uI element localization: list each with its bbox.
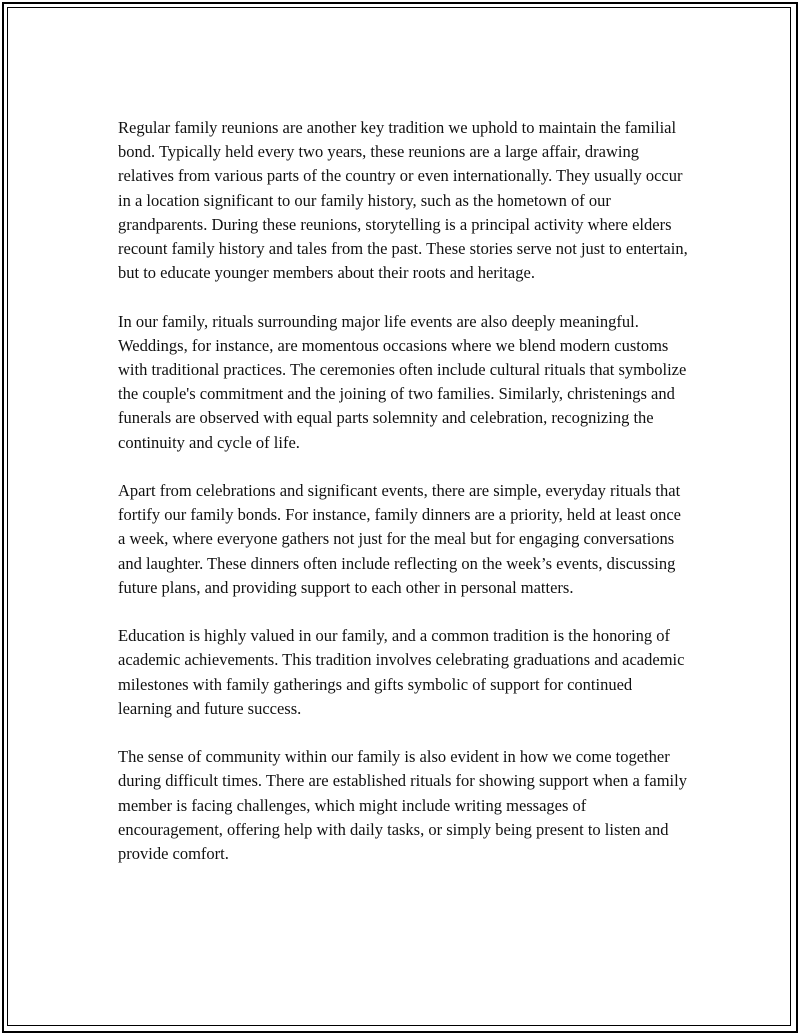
paragraph-education: Education is highly valued in our family, and a common tradition is the honoring of academic achievements. This tradition involves celebrating graduations and academic milestones with family gatherings and gifts symbolic of support for continued learning and future success. <box>118 626 685 718</box>
paragraph-everyday-rituals: Apart from celebrations and significant events, there are simple, everyday rituals that fortify our family bonds. For instance, family dinners are a priority, held at least once a week, where everyone gathers not just for the meal but for engaging conversations and laughter. These dinners often include reflecting on the week’s events, discussing future plans, and providing support to each other in personal matters. <box>118 481 681 597</box>
document-body <box>118 116 688 866</box>
paragraph-community: The sense of community within our family is also evident in how we come together during difficult times. There are established rituals for showing support when a family member is facing challenges, which might include writing messages of encouragement, offering help with daily tasks, or simply being present to listen and provide comfort. <box>118 747 687 864</box>
paragraph-family-reunions: Regular family reunions are another key tradition we uphold to maintain the familial bond. Typically held every two years, these reunions are a large affair, drawing relatives from various parts of the country or even internationally. They usually occur in a location significant to our family history, such as the hometown of our grandparents. During these reunions, storytelling is a principal activity where elders recount family history and tales from the past. These stories serve not just to entertain, but to educate younger members about their roots and heritage. <box>118 118 688 283</box>
paragraph-life-events: In our family, rituals surrounding major life events are also deeply meaningful. Weddings, for instance, are momentous occasions where we blend modern customs with traditional practices. The ceremonies often include cultural rituals that symbolize the couple's commitment and the joining of two families. Similarly, christenings and funerals are observed with equal parts solemnity and celebration, recognizing the continuity and cycle of life. <box>118 311 687 452</box>
